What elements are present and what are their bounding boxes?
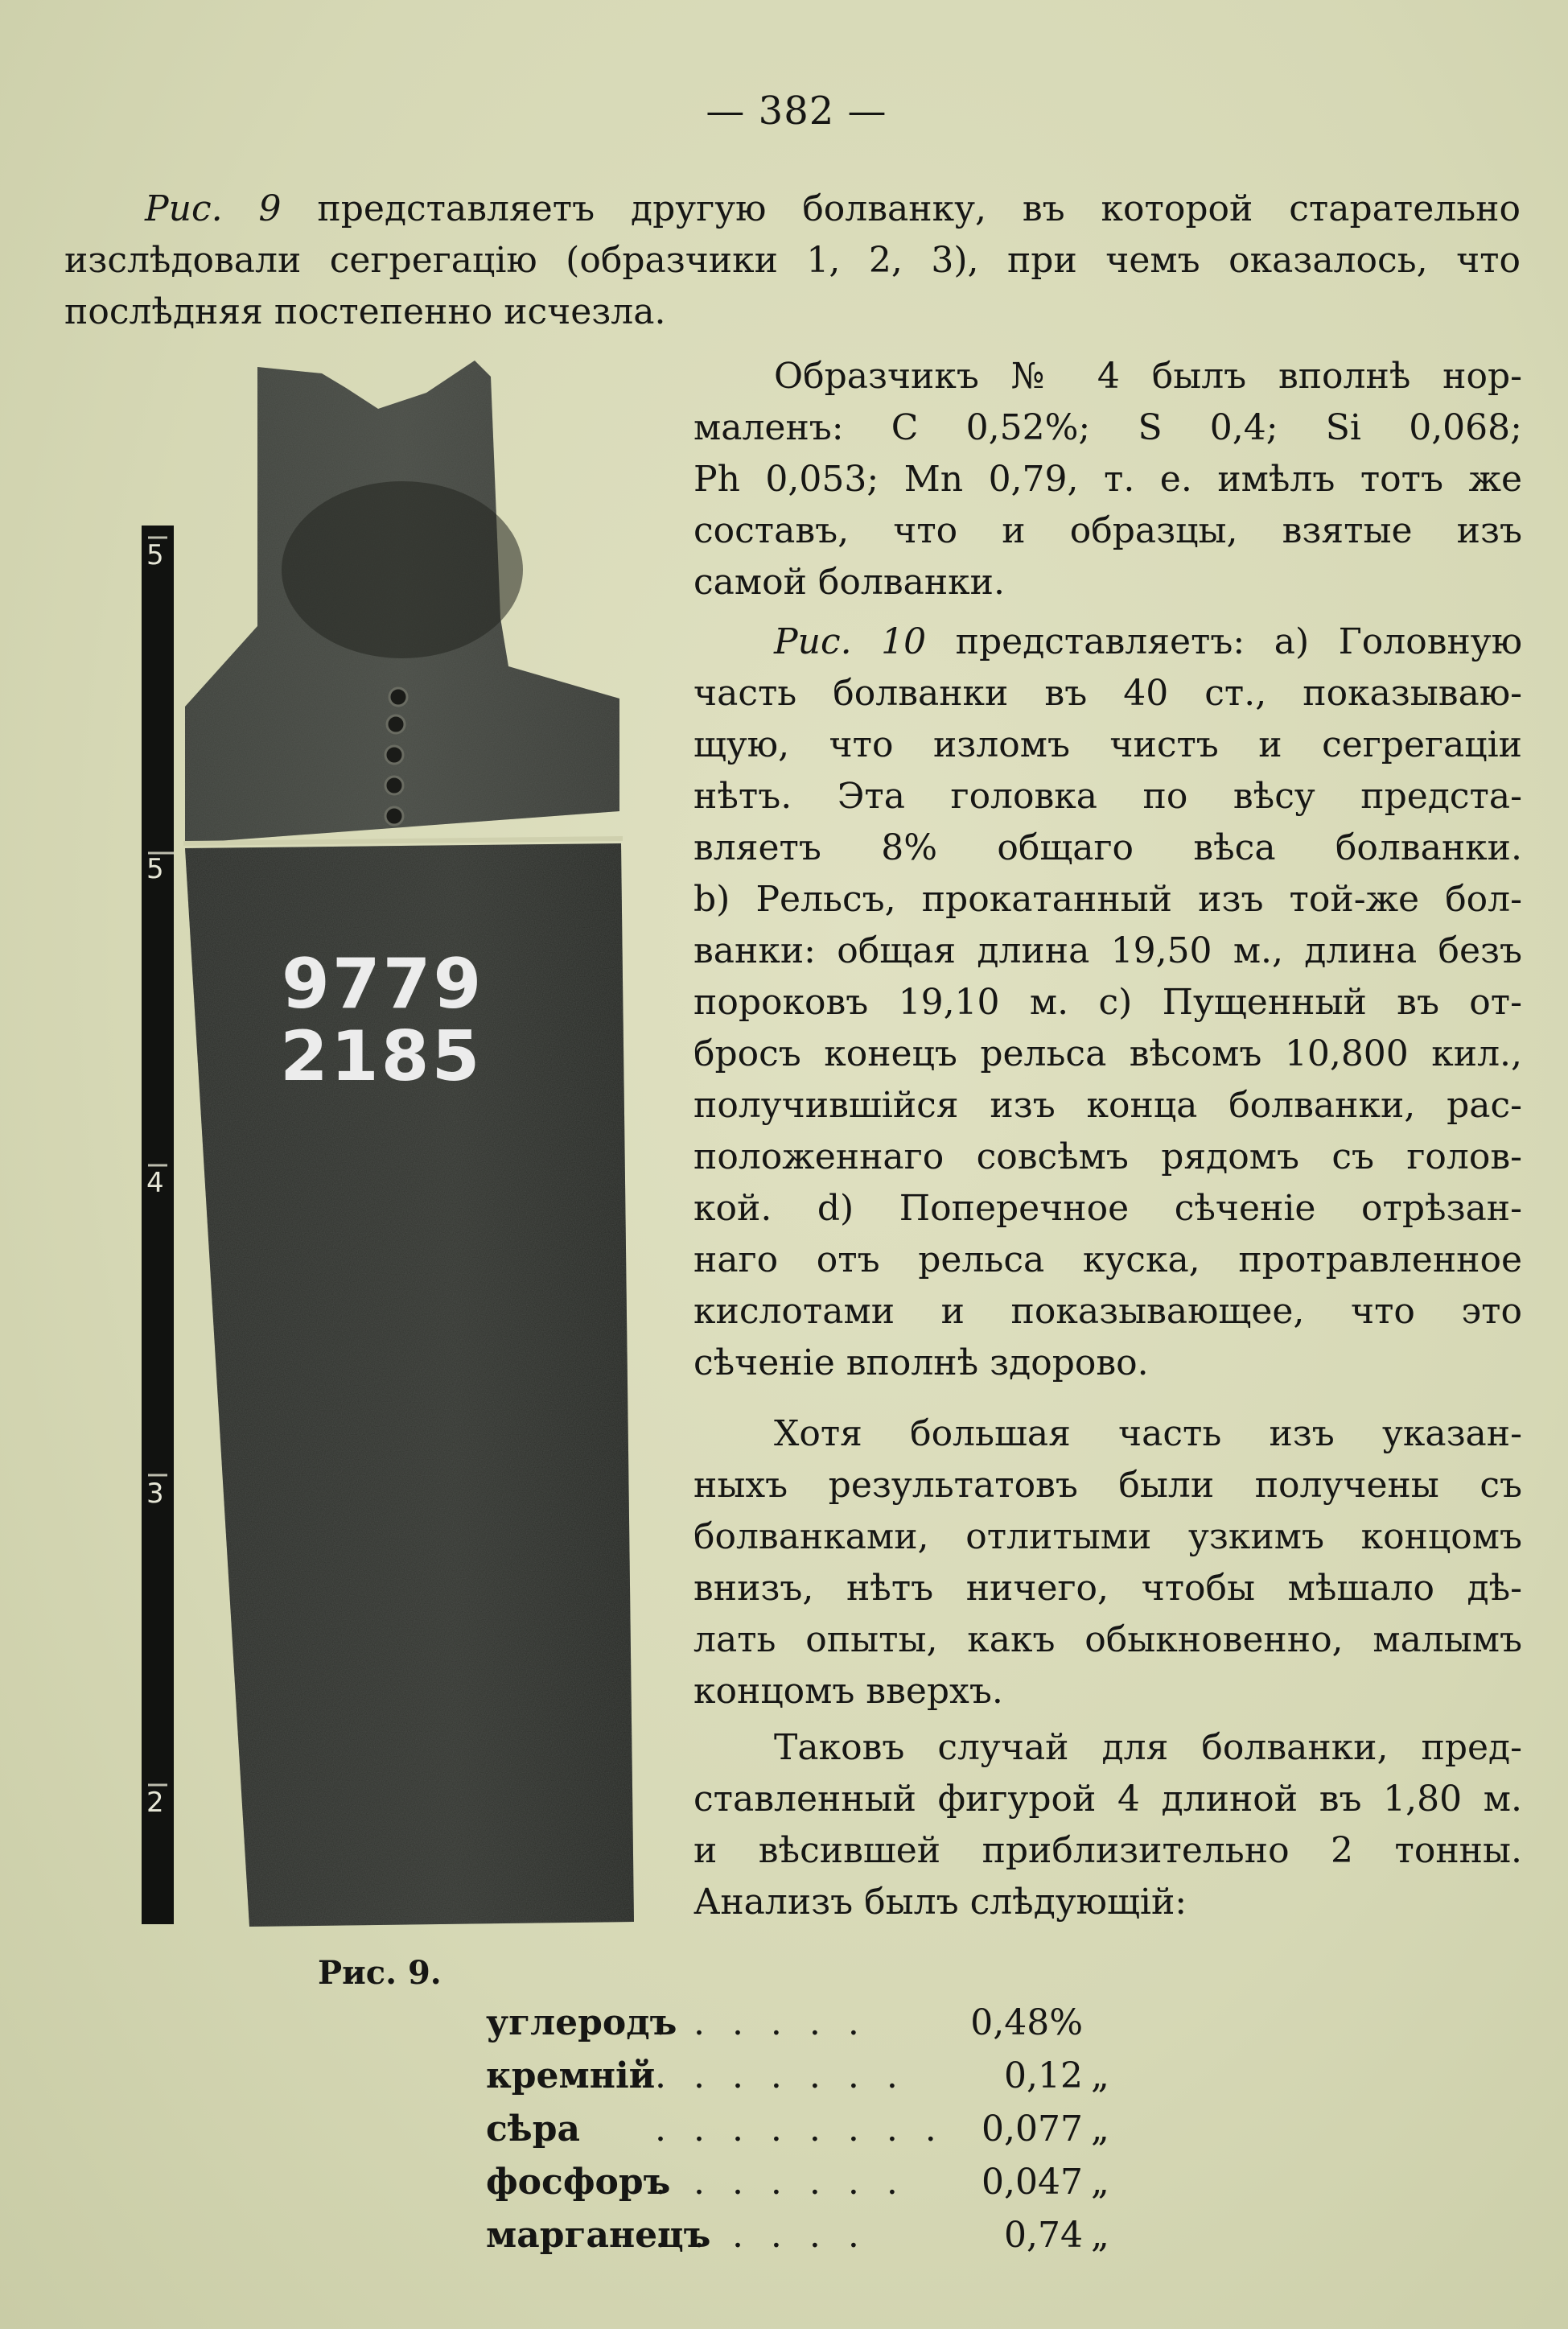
leader-dots: . . . . . .: [655, 2215, 867, 2256]
sample-line-5: самой болванки.: [693, 562, 1005, 603]
ditto-mark: „: [1091, 2055, 1109, 2096]
fig10-line-10: получившійся изъ конца болванки, рас-: [693, 1085, 1522, 1126]
figure-caption: Рис. 9.: [318, 1954, 442, 1992]
page-number: — 382 —: [706, 89, 887, 134]
intro-line-1: [64, 183, 1521, 235]
sample-line-2: маленъ: С 0,52%; S 0,4; Si 0,068;: [693, 407, 1522, 448]
ruler-label-4: 4: [146, 1167, 164, 1199]
case-line-2: ставленный фигурой 4 длиной въ 1,80 м.: [693, 1779, 1522, 1820]
intro-text-1: представляетъ другую болванку, въ которой старательно: [317, 188, 1521, 229]
fig-9-reference: Рис. 9: [145, 188, 282, 229]
although-line-6: концомъ вверхъ.: [693, 1671, 1003, 1712]
fig10-line-12: кой. d) Поперечное сѣченіе отрѣзан-: [693, 1188, 1522, 1229]
fig10-line-15: сѣченіе вполнѣ здорово.: [693, 1342, 1149, 1383]
fig10-line-5: вляетъ 8% общаго вѣса болванки.: [693, 827, 1522, 868]
element-name: сѣра: [486, 2108, 581, 2150]
ingot-photo: [137, 361, 652, 1930]
fig10-line-4: нѣтъ. Эта головка по вѣсу предста-: [693, 776, 1522, 817]
leader-dots: . . . . . . .: [655, 2162, 906, 2203]
ditto-mark: „: [1091, 2108, 1109, 2150]
although-line-2: ныхъ результатовъ были получены съ: [693, 1465, 1522, 1506]
sample-hole-3: [385, 746, 403, 764]
case-line-3: и вѣсившей приблизительно 2 тонны.: [693, 1830, 1522, 1871]
intro-line-2: изслѣдовали сегрегацію (образчики 1, 2, 3), при чемъ оказалось, что: [64, 240, 1521, 281]
fig10-line-11: положеннаго совсѣмъ рядомъ съ голов-: [693, 1136, 1522, 1177]
analysis-table: [486, 2002, 1130, 2268]
fig10-text-1: представляетъ: а) Головную: [955, 621, 1523, 662]
analysis-row: [486, 2162, 1130, 2215]
leader-dots: . . . . . . . .: [655, 2108, 945, 2150]
although-paragraph: [693, 1408, 1522, 1717]
case-paragraph: [693, 1722, 1522, 1928]
ruler-label-3: 3: [146, 1478, 164, 1510]
fig10-line-3: щую, что изломъ чистъ и сегрегаціи: [693, 724, 1522, 765]
although-line-3: болванками, отлитыми узкимъ концомъ: [693, 1516, 1522, 1557]
intro-line-3: послѣдняя постепенно исчезла.: [64, 291, 666, 332]
analysis-row: [486, 2055, 1130, 2108]
sample-line-3: Ph 0,053; Mn 0,79, т. е. имѣлъ тотъ же: [693, 459, 1522, 500]
analysis-row: [486, 2108, 1130, 2162]
measuring-ruler: [142, 526, 174, 1924]
ruler-label-2: 2: [146, 1787, 164, 1819]
fig10-line-6: b) Рельсъ, прокатанный изъ той-же бол-: [693, 879, 1522, 920]
although-line-1: Хотя большая часть изъ указан-: [774, 1413, 1522, 1454]
fig10-line-8: пороковъ 19,10 м. с) Пущенный въ от-: [693, 982, 1522, 1023]
although-line-5: лать опыты, какъ обыкновенно, малымъ: [693, 1619, 1522, 1660]
ruler-label-5: 5: [146, 853, 164, 885]
element-name: фосфоръ: [486, 2162, 671, 2203]
fig10-line-9: бросъ конецъ рельса вѣсомъ 10,800 кил.,: [693, 1033, 1522, 1074]
fig10-line-1: [693, 616, 1522, 668]
fig10-line-13: наго отъ рельса куска, протравленное: [693, 1239, 1522, 1280]
intro-paragraph: [64, 183, 1521, 338]
element-name: марганецъ: [486, 2215, 711, 2256]
leader-dots: . . . . . .: [655, 2002, 867, 2043]
fig10-line-14: кислотами и показывающее, что это: [693, 1291, 1522, 1332]
sample-hole-1: [389, 688, 407, 706]
ruler-label-top: 5: [146, 539, 164, 571]
fig10-line-2: часть болванки въ 40 ст., показываю-: [693, 673, 1522, 714]
sample-hole-4: [385, 777, 403, 794]
element-name: кремній: [486, 2055, 656, 2096]
ingot-figure: [137, 361, 652, 1930]
ditto-mark: „: [1091, 2162, 1109, 2203]
case-line-4: Анализъ былъ слѣдующій:: [693, 1882, 1187, 1923]
ditto-mark: „: [1091, 2215, 1109, 2256]
leader-dots: . . . . . . .: [655, 2055, 906, 2096]
case-line-1: Таковъ случай для болванки, пред-: [774, 1727, 1522, 1768]
sample-line-4: составъ, что и образцы, взятые изъ: [693, 510, 1522, 551]
cut-line: [183, 839, 623, 843]
analysis-row: [486, 2002, 1130, 2055]
element-value: 0,077: [982, 2108, 1083, 2150]
fig-10-reference: Рис. 10: [774, 621, 927, 662]
analysis-row: [486, 2215, 1130, 2268]
element-name: углеродъ: [486, 2002, 677, 2043]
ingot-stamp-number-1: 9779: [282, 944, 484, 1024]
sample-hole-5: [385, 807, 403, 825]
element-value: 0,48%: [970, 2002, 1083, 2043]
ingot-stamp-number-2: 2185: [280, 1016, 483, 1097]
sample-hole-2: [387, 715, 405, 733]
element-value: 0,74: [1004, 2215, 1083, 2256]
head-cavity: [282, 481, 523, 658]
sample-paragraph: [693, 351, 1522, 608]
element-value: 0,12: [1004, 2055, 1083, 2096]
sample-line-1: Образчикъ № 4 былъ вполнѣ нор-: [774, 356, 1522, 397]
element-value: 0,047: [982, 2162, 1083, 2203]
fig10-paragraph: [693, 616, 1522, 1389]
fig10-line-7: ванки: общая длина 19,50 м., длина безъ: [693, 930, 1522, 971]
although-line-4: внизъ, нѣтъ ничего, чтобы мѣшало дѣ-: [693, 1568, 1522, 1609]
